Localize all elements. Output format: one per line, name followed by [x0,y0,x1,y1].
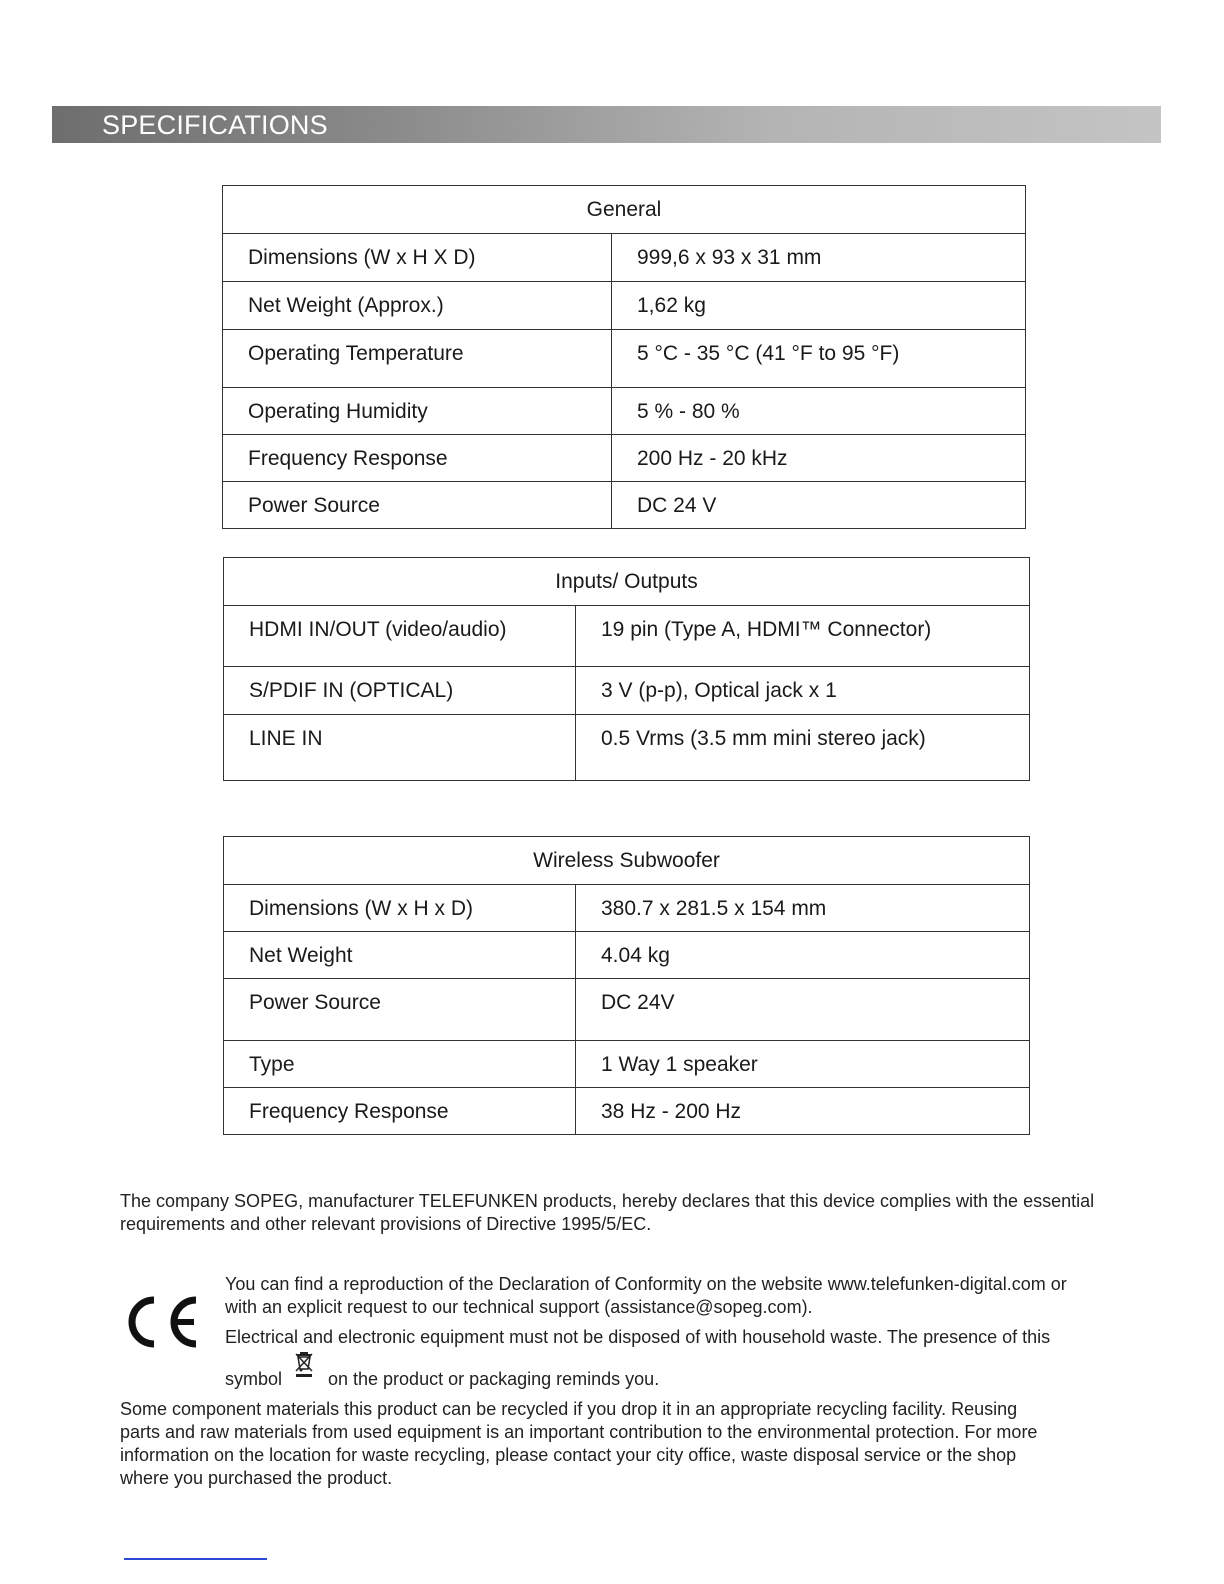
table-row [223,234,1026,282]
table-row [223,388,1026,435]
section-title: SPECIFICATIONS [102,110,328,140]
symbol-text-after: on the product or packaging reminds you. [328,1369,660,1389]
table-row [224,606,1030,667]
subwoofer-spec-table [223,836,1030,1135]
spec-label: Net Weight [224,932,576,979]
table-row [224,1041,1030,1088]
general-spec-table [222,185,1026,529]
crossed-out-bin-icon [293,1350,315,1378]
subwoofer-heading: Wireless Subwoofer [224,837,1030,885]
table-row [223,282,1026,330]
symbol-text-before: symbol [225,1369,283,1389]
table-row [224,932,1030,979]
spec-value: 38 Hz - 200 Hz [576,1088,1030,1135]
io-spec-table [223,557,1030,781]
conformity-text: You can find a reproduction of the Declaration of Conformity on the website www.telefunken-digital.com or with an explicit request to our technical support (assistance@sopeg.com). Electrical and electronic equipment must not be disposed of with household waste. The presence of this [225,1274,1067,1347]
spec-value: 999,6 x 93 x 31 mm [612,234,1026,282]
spec-value: 19 pin (Type A, HDMI™ Connector) [576,606,1030,667]
spec-label: Operating Temperature [223,330,612,388]
spec-value: DC 24V [576,979,1030,1041]
section-banner [52,106,1161,143]
ce-mark-icon [122,1290,200,1354]
spec-value: 0.5 Vrms (3.5 mm mini stereo jack) [576,715,1030,781]
general-heading: General [223,186,1026,234]
spec-label: Dimensions (W x H X D) [223,234,612,282]
spec-value: 4.04 kg [576,932,1030,979]
table-row [223,330,1026,388]
spec-label: Type [224,1041,576,1088]
spec-label: Frequency Response [223,435,612,482]
footer-rule [124,1558,267,1560]
spec-label: LINE IN [224,715,576,781]
table-row [224,979,1030,1041]
spec-label: S/PDIF IN (OPTICAL) [224,667,576,715]
io-heading: Inputs/ Outputs [224,558,1030,606]
table-row [224,885,1030,932]
spec-value: 1,62 kg [612,282,1026,330]
table-row [224,667,1030,715]
spec-value: DC 24 V [612,482,1026,529]
table-row [224,715,1030,781]
recycling-text: Some component materials this product can be recycled if you drop it in an appropriate recycling facility. Reusing parts and raw materials from used equipment is an important contribution to the environmental protection. For more information on the location for waste recycling, please contact your city office, waste disposal service or the shop where you purchased the product. [120,1399,1038,1488]
spec-label: Power Source [223,482,612,529]
table-row [224,1088,1030,1135]
spec-label: Frequency Response [224,1088,576,1135]
spec-value: 5 % - 80 % [612,388,1026,435]
spec-label: Dimensions (W x H x D) [224,885,576,932]
spec-value: 1 Way 1 speaker [576,1041,1030,1088]
table-row [223,482,1026,529]
declaration-text: The company SOPEG, manufacturer TELEFUNKEN products, hereby declares that this device complies with the essential requirements and other relevant provisions of Directive 1995/5/EC. [120,1191,1095,1234]
spec-value: 200 Hz - 20 kHz [612,435,1026,482]
spec-value: 3 V (p-p), Optical jack x 1 [576,667,1030,715]
spec-label: Operating Humidity [223,388,612,435]
spec-label: HDMI IN/OUT (video/audio) [224,606,576,667]
spec-value: 380.7 x 281.5 x 154 mm [576,885,1030,932]
spec-value: 5 °C - 35 °C (41 °F to 95 °F) [612,330,1026,388]
spec-label: Net Weight (Approx.) [223,282,612,330]
table-row [223,435,1026,482]
spec-label: Power Source [224,979,576,1041]
